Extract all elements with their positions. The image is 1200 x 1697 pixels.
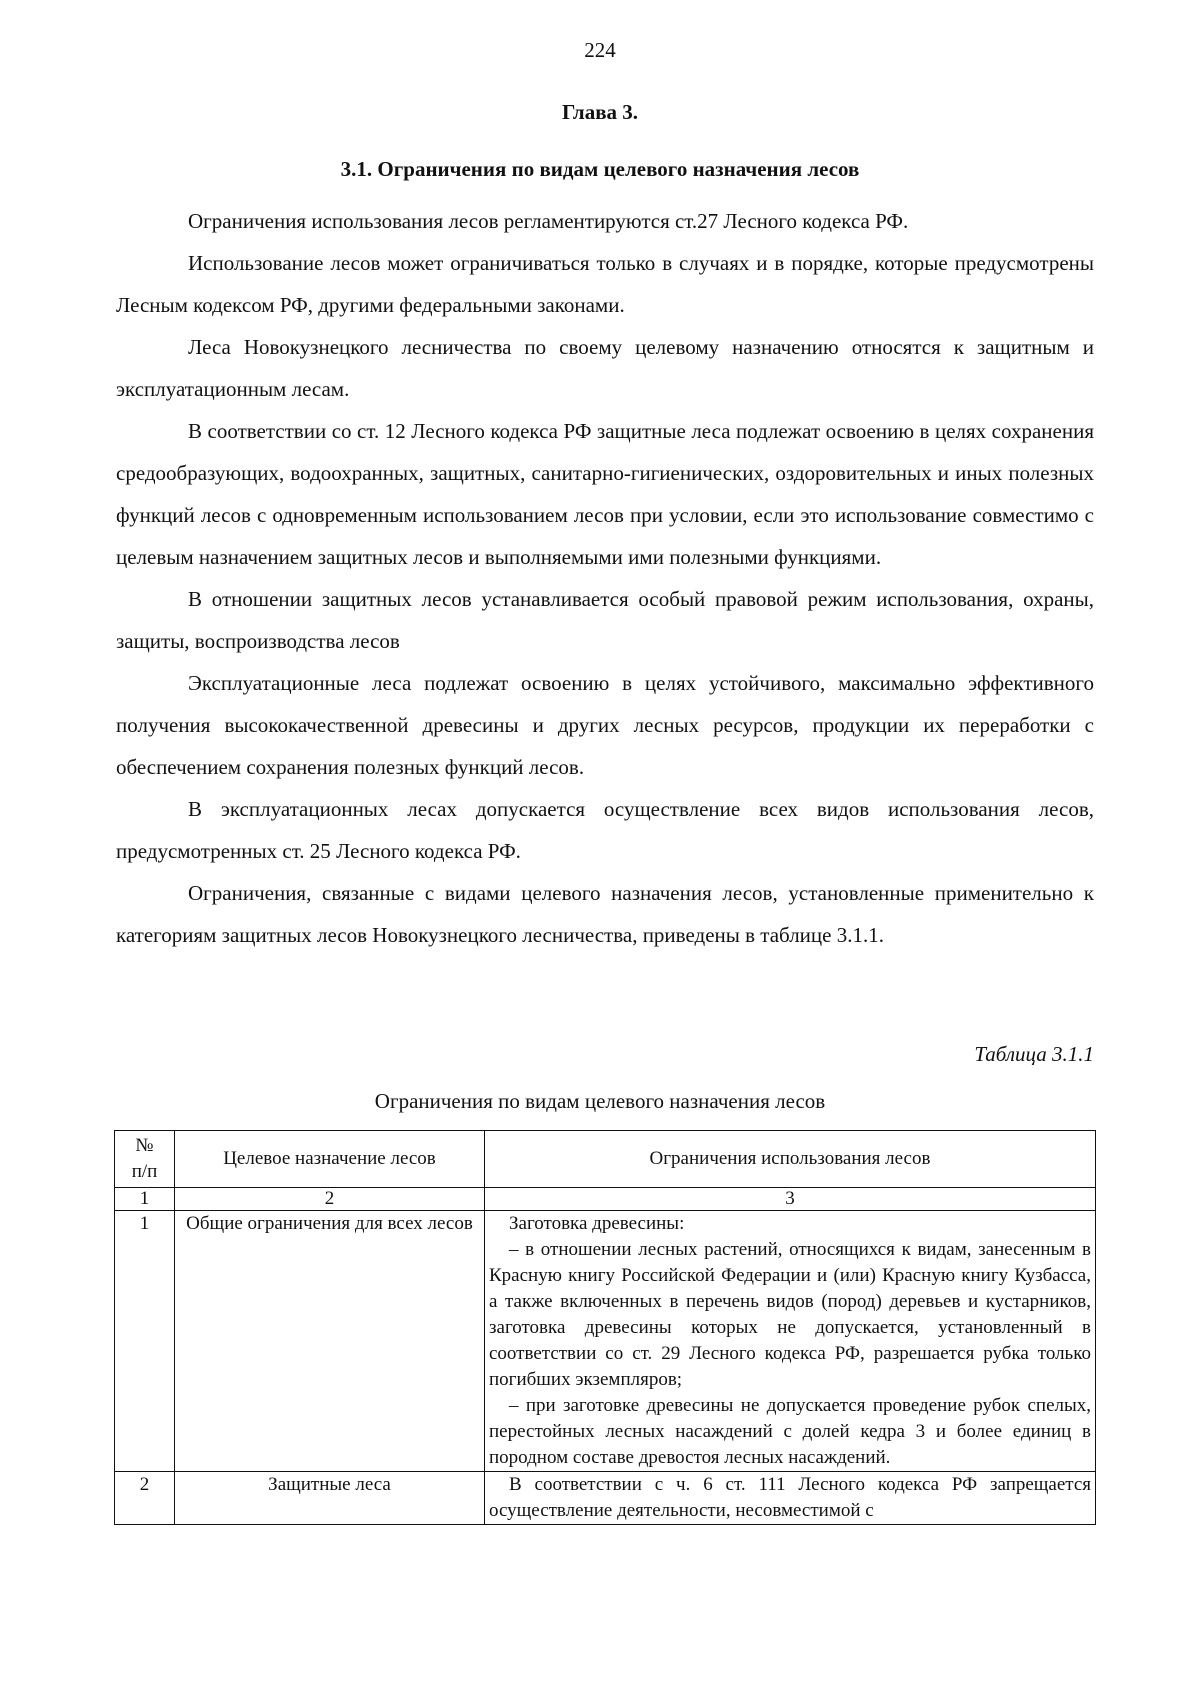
paragraph: В эксплуатационных лесах допускается осуществление всех видов использования лесов, предусмотренных ст. 25 Лесного кодекса РФ. bbox=[116, 797, 1094, 863]
paragraph: Ограничения, связанные с видами целевого назначения лесов, установленные применительно к категориям защитных лесов Новокузнецкого лесничества, приведены в таблице 3.1.1. bbox=[116, 881, 1094, 947]
restriction-paragraph: – при заготовке древесины не допускается проведение рубок спелых, перестойных лесных насаждений с долей кедра 3 и более единиц в породном составе древостоя лесных насаждений. bbox=[489, 1395, 1091, 1468]
row-purpose: Общие ограничения для всех лесов bbox=[175, 1211, 485, 1472]
row-purpose: Защитные леса bbox=[175, 1472, 485, 1525]
restriction-paragraph: – в отношении лесных растений, относящихся к видам, занесенным в Красную книгу Российской Федерации и (или) Красную книгу Кузбасса, а также включенных в перечень видов (пород) деревьев и кустарников, заготовка древесины которых не допускается, установленный в соответствии со ст. 29 Лесного кодекса РФ, разрешается рубка только погибших экземпляров; bbox=[489, 1239, 1091, 1390]
column-number: 2 bbox=[175, 1188, 485, 1211]
table-row bbox=[115, 1472, 1096, 1525]
chapter-heading: Глава 3. bbox=[561, 100, 639, 124]
paragraph: В отношении защитных лесов устанавливается особый правовой режим использования, охраны, защиты, воспроизводства лесов bbox=[116, 587, 1094, 653]
header-number bbox=[115, 1131, 175, 1188]
row-number: 2 bbox=[115, 1472, 175, 1525]
table-row bbox=[115, 1211, 1096, 1472]
restriction-heading: Заготовка древесины: bbox=[509, 1213, 685, 1234]
column-number: 3 bbox=[485, 1188, 1096, 1211]
table-header-row bbox=[115, 1131, 1096, 1188]
restriction-paragraph: В соответствии с ч. 6 ст. 111 Лесного кодекса РФ запрещается осуществление деятельности, несовместимой с bbox=[489, 1474, 1091, 1521]
paragraph: В соответствии со ст. 12 Лесного кодекса РФ защитные леса подлежат освоению в целях сохранения средообразующих, водоохранных, защитных, санитарно-гигиенических, оздоровительных и иных полезных функций лесов с одновременным использованием лесов при условии, если это использование совместимо с целевым назначением защитных лесов и выполняемыми ими полезными функциями. bbox=[116, 419, 1094, 569]
header-number-sign: № bbox=[135, 1135, 154, 1156]
table-caption: Ограничения по видам целевого назначения лесов bbox=[374, 1089, 826, 1113]
header-number-abbr: п/п bbox=[131, 1161, 158, 1182]
paragraph: Леса Новокузнецкого лесничества по своему целевому назначению относятся к защитным и эксплуатационным лесам. bbox=[116, 335, 1094, 401]
paragraph: Эксплуатационные леса подлежат освоению в целях устойчивого, максимально эффективного получения высококачественной древесины и других лесных ресурсов, продукции их переработки с обеспечением сохранения полезных функций лесов. bbox=[116, 671, 1094, 779]
column-number: 1 bbox=[115, 1188, 175, 1211]
paragraph: Ограничения использования лесов регламентируются ст.27 Лесного кодекса РФ. bbox=[188, 209, 909, 233]
header-purpose: Целевое назначение лесов bbox=[175, 1131, 485, 1188]
page-number: 224 bbox=[584, 38, 616, 62]
row-restrictions bbox=[485, 1472, 1096, 1525]
body-text bbox=[116, 200, 1094, 956]
column-number-row bbox=[115, 1188, 1096, 1211]
row-number: 1 bbox=[115, 1211, 175, 1472]
section-title: 3.1. Ограничения по видам целевого назначения лесов bbox=[340, 157, 860, 181]
table-label: Таблица 3.1.1 bbox=[974, 1042, 1094, 1066]
header-restrictions: Ограничения использования лесов bbox=[485, 1131, 1096, 1188]
restrictions-table bbox=[114, 1130, 1096, 1525]
row-restrictions bbox=[485, 1211, 1096, 1472]
paragraph: Использование лесов может ограничиваться только в случаях и в порядке, которые предусмотрены Лесным кодексом РФ, другими федеральными законами. bbox=[116, 251, 1094, 317]
